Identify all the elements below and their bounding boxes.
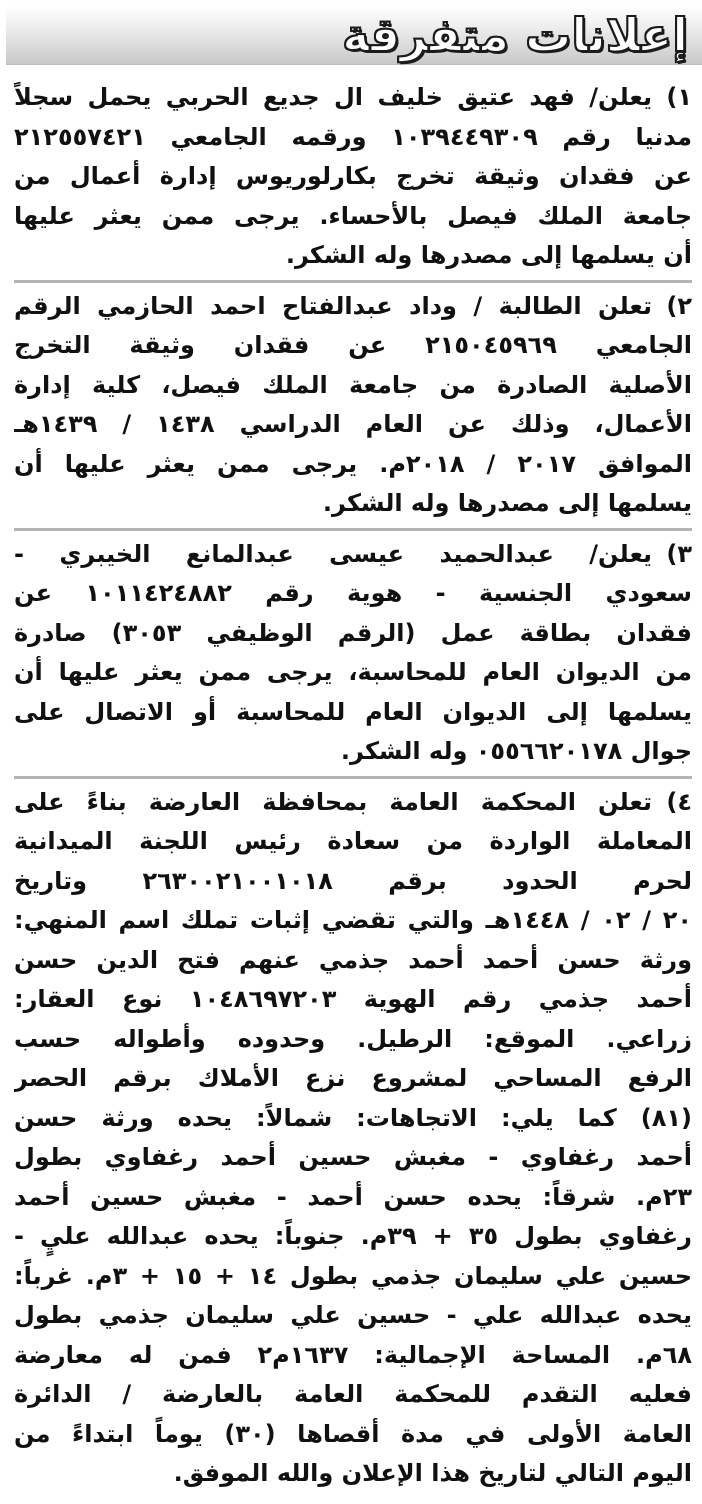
ad-line: لحرم الحدود برقم ٢٦٣٠٠٢١٠٠١٠١٨ وتاريخ (14, 866, 692, 895)
ad-line: (٨١) كما يلي: الاتجاهات: شمالاً: يحده ورثة حسن (14, 1103, 692, 1132)
ad-line: الجامعي ٢١٥٠٤٥٩٦٩ عن فقدان وثيقة التخرج (14, 331, 692, 359)
ad-line: يسلمها إلى مصدرها وله الشكر. (322, 489, 692, 517)
ad-item-4 (14, 783, 692, 1498)
ad-line: الأعمال، وذلك عن العام الدراسي ١٤٣٨ / ١٤٣٩هـ (14, 410, 692, 438)
ad-line: الرفع المساحي لمشروع نزع الأملاك برقم الحصر (14, 1064, 692, 1092)
section-title: إعلانات متفرقة (342, 8, 688, 62)
ad-line: من الديوان العام للمحاسبة، يرجى ممن يعثر عليها أن (14, 658, 692, 686)
ad-text (14, 535, 692, 772)
ad-number: ٤) (666, 787, 692, 816)
ad-item-1 (14, 78, 692, 283)
ad-line: أحمد جذمي رقم الهوية ١٠٤٨٦٩٧٢٠٣ نوع العقار: (14, 985, 692, 1013)
ad-line: سعودي الجنسية - هوية رقم ١٠١١٤٢٤٨٨٢ عن (14, 579, 692, 607)
ad-line: زراعي. الموقع: الرطيل. وحدوده وأطواله حسب (14, 1024, 692, 1053)
ad-line: ٢٠ / ٠٢ / ١٤٤٨هـ والتي تقضي إثبات تملك اسم المنهي: (14, 906, 692, 934)
ad-line: ورثة حسن أحمد أحمد جذمي عنهم فتح الدين حسن (14, 945, 692, 974)
ad-line: رغفاوي بطول ٣٥ + ٣٩م. جنوباً: يحده عبدالله عليٍ - (14, 1222, 692, 1250)
ad-line: اليوم التالي لتاريخ هذا الإعلان والله الموفق. (173, 1459, 692, 1487)
ad-line: جامعة الملك فيصل بالأحساء. يرجى ممن يعثر عليها (14, 201, 692, 230)
ad-line: يعلن/ فهد عتيق خليف ال جديع الحربي يحمل سجلاً (14, 83, 652, 111)
ad-line: جوال ٠٥٥٦٦٢٠١٧٨ وله الشكر. (340, 737, 692, 765)
ad-line: يعلن/ عبدالحميد عيسى عبدالمانع الخيبري - (14, 539, 652, 568)
ad-item-2 (14, 287, 692, 531)
ad-line: تعلن الطالبة / وداد عبدالفتاح احمد الحازمي الرقم (14, 291, 652, 320)
ad-line: مدنيا رقم ١٠٣٩٤٤٩٣٠٩ ورقمه الجامعي ٢١٢٥٥٧٤٢١ (14, 122, 692, 151)
ad-item-3 (14, 535, 692, 779)
page-header (0, 0, 702, 68)
ad-line: ٦٨م. المساحة الإجمالية: ١٦٣٧م٢ فمن له معارضة (14, 1340, 692, 1369)
ad-line: الأصلية الصادرة من جامعة الملك فيصل، كلية إدارة (14, 370, 692, 399)
ad-line: عن فقدان وثيقة تخرج بكارلوريوس إدارة أعمال من (14, 162, 692, 190)
ad-number: ٣) (666, 539, 692, 568)
ad-line: المعاملة الواردة من سعادة رئيس اللجنة الميدانية (14, 827, 692, 855)
ad-line: أن يسلمها إلى مصدرها وله الشكر. (285, 241, 692, 269)
ad-text (14, 287, 692, 524)
ad-line: فقدان بطاقة عمل (الرقم الوظيفي ٣٠٥٣) صادرة (14, 618, 692, 647)
ad-number: ١) (666, 83, 692, 111)
ad-line: يسلمها إلى الديوان العام للمحاسبة أو الاتصال على (14, 697, 692, 726)
ad-line: فعليه التقدم للمحكمة العامة بالعارضة / الدائرة (14, 1380, 692, 1408)
ad-number: ٢) (666, 291, 692, 320)
ad-line: ٢٣م. شرقاً: يحده حسن أحمد - مغبش حسين أحمد (14, 1182, 692, 1211)
ad-line: تعلن المحكمة العامة بمحافظة العارضة بناءً على (14, 787, 652, 816)
ad-line: العامة الأولى في مدة أقصاها (٣٠) يوماً ابتداءً من (14, 1419, 692, 1448)
ad-line: يحده عبدالله علي - حسين علي سليمان جذمي بطول (14, 1301, 692, 1329)
ad-line: أحمد رغفاوي - مغبش حسين أحمد رغفاوي بطول (14, 1143, 692, 1171)
ad-line: حسين علي سليمان جذمي بطول ١٤ + ١٥ + ٣م. غرباً: (14, 1261, 692, 1290)
ad-text (14, 783, 692, 1494)
ad-text (14, 78, 692, 276)
ad-line: الموافق ٢٠١٧ / ٢٠١٨م. يرجى ممن يعثر عليها أن (14, 449, 692, 478)
ads-list (14, 78, 692, 1502)
